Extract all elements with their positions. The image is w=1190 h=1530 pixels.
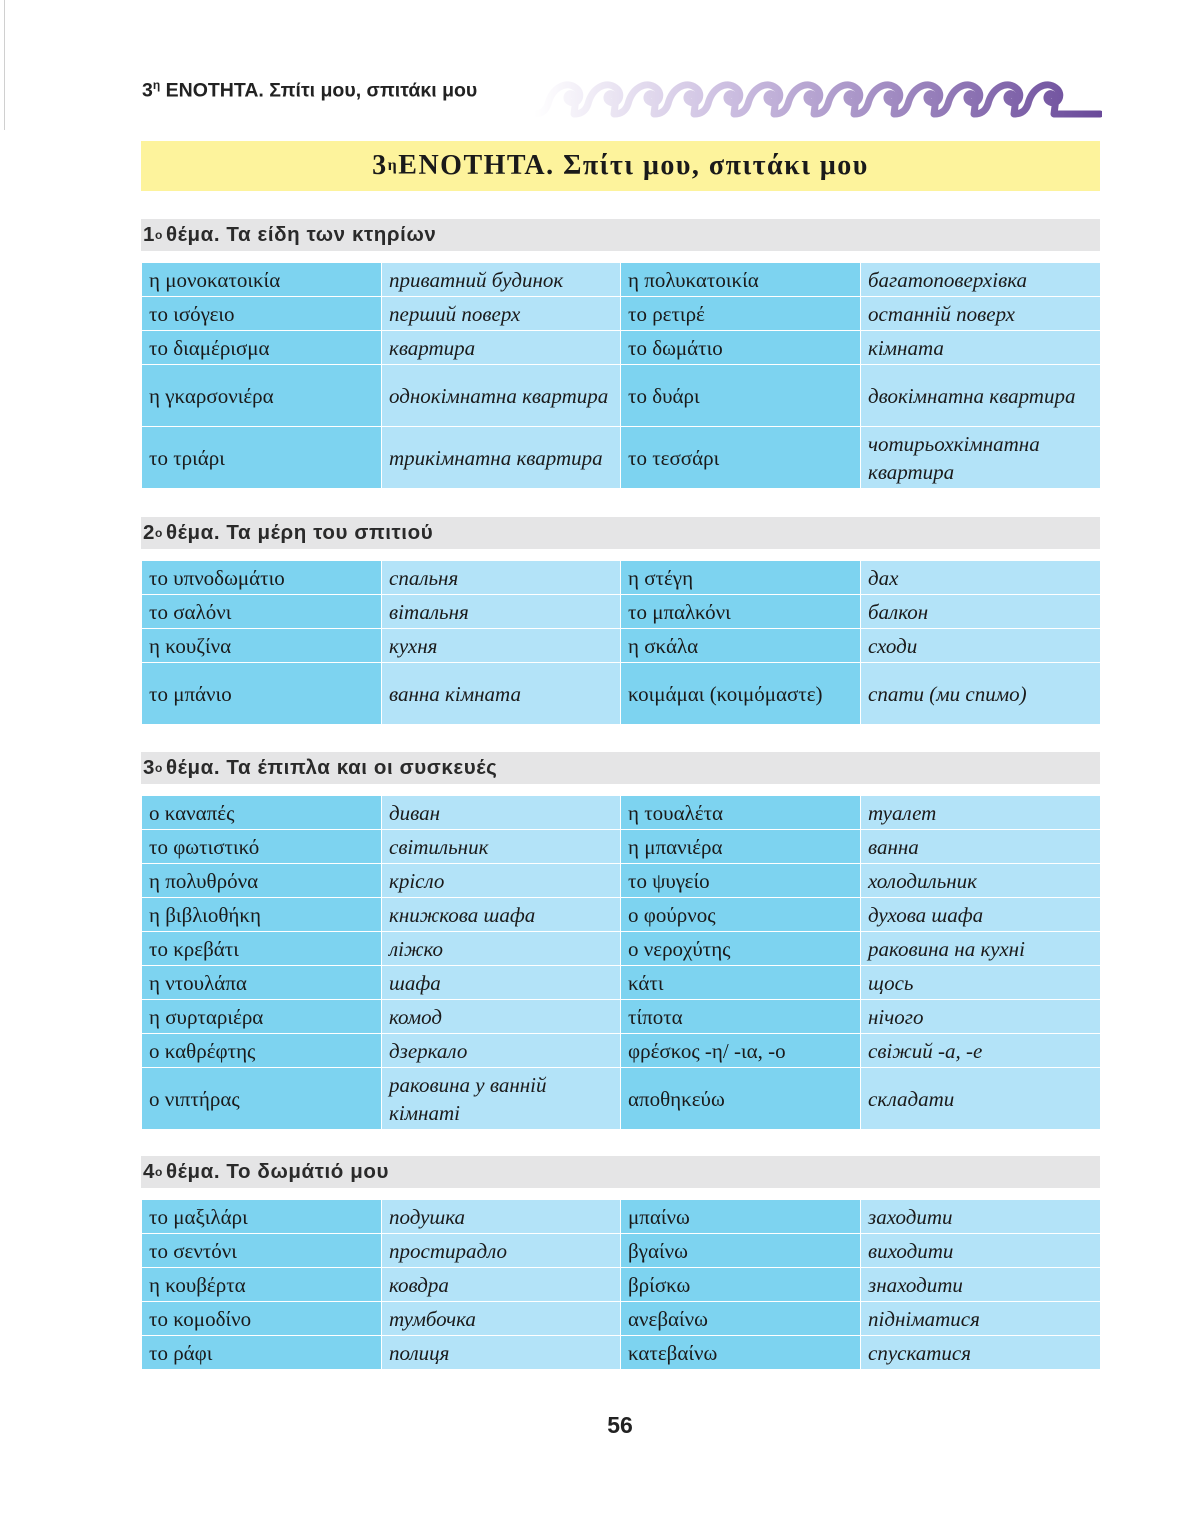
ukrainian-translation-cell: однокімнатна квартира <box>382 365 621 427</box>
greek-term-cell: το ισόγειο <box>142 297 382 331</box>
greek-term-cell: ο καθρέφτης <box>142 1034 382 1068</box>
greek-term-cell: το κομοδίνο <box>142 1302 382 1336</box>
banner-superscript: η <box>387 157 399 174</box>
ukrainian-translation-cell: щось <box>861 966 1101 1000</box>
section-number-superscript: ο <box>155 761 163 775</box>
section-title: θέμα. Τα έπιπλα και οι συσκευές <box>165 756 498 779</box>
section-number-superscript: ο <box>155 228 163 242</box>
greek-term-cell: το ρετιρέ <box>621 297 861 331</box>
greek-term-cell: το δωμάτιο <box>621 331 861 365</box>
greek-term-cell: η κουζίνα <box>142 629 382 663</box>
section-number: 2 <box>143 521 156 544</box>
section-number-superscript: ο <box>155 526 163 540</box>
ukrainian-translation-cell: крісло <box>382 864 621 898</box>
greek-term-cell: το φωτιστικό <box>142 830 382 864</box>
ukrainian-translation-cell: останній поверх <box>861 297 1101 331</box>
ukrainian-translation-cell: книжкова шафа <box>382 898 621 932</box>
vocab-section-4 <box>141 1156 1100 1370</box>
page-number: 56 <box>607 1412 633 1438</box>
greek-term-cell: βγαίνω <box>621 1234 861 1268</box>
greek-term-cell: μπαίνω <box>621 1200 861 1234</box>
table-row <box>142 561 1101 595</box>
table-row <box>142 1268 1101 1302</box>
ukrainian-translation-cell: складати <box>861 1068 1101 1130</box>
greek-term-cell: κάτι <box>621 966 861 1000</box>
vocab-section-1 <box>141 219 1100 489</box>
ukrainian-translation-cell: ліжко <box>382 932 621 966</box>
vocab-table <box>141 1199 1101 1370</box>
ukrainian-translation-cell: двокімнатна квартира <box>861 365 1101 427</box>
table-row <box>142 629 1101 663</box>
ukrainian-translation-cell: ванна кімната <box>382 663 621 725</box>
table-row <box>142 1200 1101 1234</box>
greek-term-cell: το διαμέρισμα <box>142 331 382 365</box>
table-row <box>142 331 1101 365</box>
ukrainian-translation-cell: заходити <box>861 1200 1101 1234</box>
greek-term-cell: τίποτα <box>621 1000 861 1034</box>
table-row <box>142 932 1101 966</box>
greek-term-cell: το σαλόνι <box>142 595 382 629</box>
table-row <box>142 297 1101 331</box>
ukrainian-translation-cell: приватний будинок <box>382 263 621 297</box>
greek-term-cell: το κρεβάτι <box>142 932 382 966</box>
ukrainian-translation-cell: знаходити <box>861 1268 1101 1302</box>
banner-number: 3 <box>372 150 388 181</box>
ukrainian-translation-cell: квартира <box>382 331 621 365</box>
table-row <box>142 427 1101 489</box>
ukrainian-translation-cell: свіжий -а, -е <box>861 1034 1101 1068</box>
table-row <box>142 796 1101 830</box>
greek-term-cell: ο νεροχύτης <box>621 932 861 966</box>
banner-text: ΕΝΟΤΗΤΑ. Σπίτι μου, σπιτάκι μου <box>398 150 869 181</box>
greek-term-cell: κοιμάμαι (κοιμόμαστε) <box>621 663 861 725</box>
table-row <box>142 966 1101 1000</box>
greek-term-cell: η συρταριέρα <box>142 1000 382 1034</box>
greek-term-cell: κατεβαίνω <box>621 1336 861 1370</box>
greek-term-cell: το μπάνιο <box>142 663 382 725</box>
table-row <box>142 263 1101 297</box>
greek-term-cell: η πολυκατοικία <box>621 263 861 297</box>
greek-term-cell: η μπανιέρα <box>621 830 861 864</box>
ukrainian-translation-cell: дах <box>861 561 1101 595</box>
section-heading <box>141 752 1100 784</box>
greek-term-cell: η μονοκατοικία <box>142 263 382 297</box>
greek-term-cell: ο νιπτήρας <box>142 1068 382 1130</box>
running-head-text: ΕΝΟΤΗΤΑ. Σπίτι μου, σπιτάκι μου <box>160 79 478 102</box>
greek-term-cell: βρίσκω <box>621 1268 861 1302</box>
greek-term-cell: η βιβλιοθήκη <box>142 898 382 932</box>
greek-term-cell: η τουαλέτα <box>621 796 861 830</box>
vocab-table <box>141 560 1101 725</box>
ukrainian-translation-cell: вітальня <box>382 595 621 629</box>
greek-term-cell: το μαξιλάρι <box>142 1200 382 1234</box>
table-row <box>142 1068 1101 1130</box>
ukrainian-translation-cell: подушка <box>382 1200 621 1234</box>
table-row <box>142 365 1101 427</box>
greek-term-cell: η γκαρσονιέρα <box>142 365 382 427</box>
greek-term-cell: φρέσκος -η/ -ια, -ο <box>621 1034 861 1068</box>
section-number-superscript: ο <box>155 1165 163 1179</box>
unit-title-banner <box>141 141 1100 191</box>
section-number: 4 <box>143 1160 156 1183</box>
ukrainian-translation-cell: перший поверх <box>382 297 621 331</box>
ukrainian-translation-cell: спускатися <box>861 1336 1101 1370</box>
vocab-section-2 <box>141 517 1100 725</box>
section-number: 3 <box>143 756 156 779</box>
greek-term-cell: η ντουλάπα <box>142 966 382 1000</box>
ukrainian-translation-cell: спати (ми спимо) <box>861 663 1101 725</box>
ukrainian-translation-cell: нічого <box>861 1000 1101 1034</box>
vocab-section-3 <box>141 752 1100 1130</box>
greek-term-cell: ανεβαίνω <box>621 1302 861 1336</box>
ukrainian-translation-cell: холодильник <box>861 864 1101 898</box>
greek-wave-ornament <box>532 74 1102 118</box>
greek-term-cell: η πολυθρόνα <box>142 864 382 898</box>
ukrainian-translation-cell: виходити <box>861 1234 1101 1268</box>
ukrainian-translation-cell: багатоповерхівка <box>861 263 1101 297</box>
ukrainian-translation-cell: сходи <box>861 629 1101 663</box>
section-heading <box>141 219 1100 251</box>
table-row <box>142 595 1101 629</box>
ukrainian-translation-cell: балкон <box>861 595 1101 629</box>
greek-term-cell: αποθηκεύω <box>621 1068 861 1130</box>
ukrainian-translation-cell: полиця <box>382 1336 621 1370</box>
greek-term-cell: ο καναπές <box>142 796 382 830</box>
greek-term-cell: το μπαλκόνι <box>621 595 861 629</box>
section-title: θέμα. Τα μέρη του σπιτιού <box>165 521 434 544</box>
running-head <box>142 78 477 103</box>
table-row <box>142 830 1101 864</box>
ukrainian-translation-cell: спальня <box>382 561 621 595</box>
ukrainian-translation-cell: духова шафа <box>861 898 1101 932</box>
section-heading <box>141 517 1100 549</box>
ukrainian-translation-cell: раковина у ванній кімнаті <box>382 1068 621 1130</box>
section-title: θέμα. Τα είδη των κτηρίων <box>165 223 437 246</box>
ukrainian-translation-cell: підніматися <box>861 1302 1101 1336</box>
running-head-superscript: η <box>152 78 161 92</box>
ukrainian-translation-cell: трикімнатна квартира <box>382 427 621 489</box>
vocab-table <box>141 262 1101 489</box>
greek-term-cell: το τεσσάρι <box>621 427 861 489</box>
ukrainian-translation-cell: туалет <box>861 796 1101 830</box>
greek-term-cell: η κουβέρτα <box>142 1268 382 1302</box>
ukrainian-translation-cell: світильник <box>382 830 621 864</box>
section-number: 1 <box>143 223 156 246</box>
ukrainian-translation-cell: простирадло <box>382 1234 621 1268</box>
running-head-number: 3 <box>142 79 153 102</box>
ukrainian-translation-cell: ванна <box>861 830 1101 864</box>
greek-term-cell: ο φούρνος <box>621 898 861 932</box>
greek-term-cell: η σκάλα <box>621 629 861 663</box>
ukrainian-translation-cell: кухня <box>382 629 621 663</box>
greek-term-cell: η στέγη <box>621 561 861 595</box>
section-heading <box>141 1156 1100 1188</box>
section-title: θέμα. Το δωμάτιό μου <box>165 1160 389 1183</box>
table-row <box>142 1336 1101 1370</box>
ukrainian-translation-cell: чотирьохкімнатна квартира <box>861 427 1101 489</box>
vocab-table <box>141 795 1101 1130</box>
greek-term-cell: το δυάρι <box>621 365 861 427</box>
table-row <box>142 1302 1101 1336</box>
table-row <box>142 864 1101 898</box>
table-row <box>142 663 1101 725</box>
greek-term-cell: το ράφι <box>142 1336 382 1370</box>
ukrainian-translation-cell: шафа <box>382 966 621 1000</box>
table-row <box>142 1034 1101 1068</box>
table-row <box>142 1234 1101 1268</box>
greek-term-cell: το ψυγείο <box>621 864 861 898</box>
greek-term-cell: το υπνοδωμάτιο <box>142 561 382 595</box>
table-row <box>142 1000 1101 1034</box>
ukrainian-translation-cell: ковдра <box>382 1268 621 1302</box>
ukrainian-translation-cell: комод <box>382 1000 621 1034</box>
ukrainian-translation-cell: дзеркало <box>382 1034 621 1068</box>
ukrainian-translation-cell: раковина на кухні <box>861 932 1101 966</box>
ukrainian-translation-cell: кімната <box>861 331 1101 365</box>
greek-term-cell: το τριάρι <box>142 427 382 489</box>
greek-term-cell: το σεντόνι <box>142 1234 382 1268</box>
table-row <box>142 898 1101 932</box>
page-edge-rule <box>4 0 5 130</box>
ukrainian-translation-cell: тумбочка <box>382 1302 621 1336</box>
ukrainian-translation-cell: диван <box>382 796 621 830</box>
